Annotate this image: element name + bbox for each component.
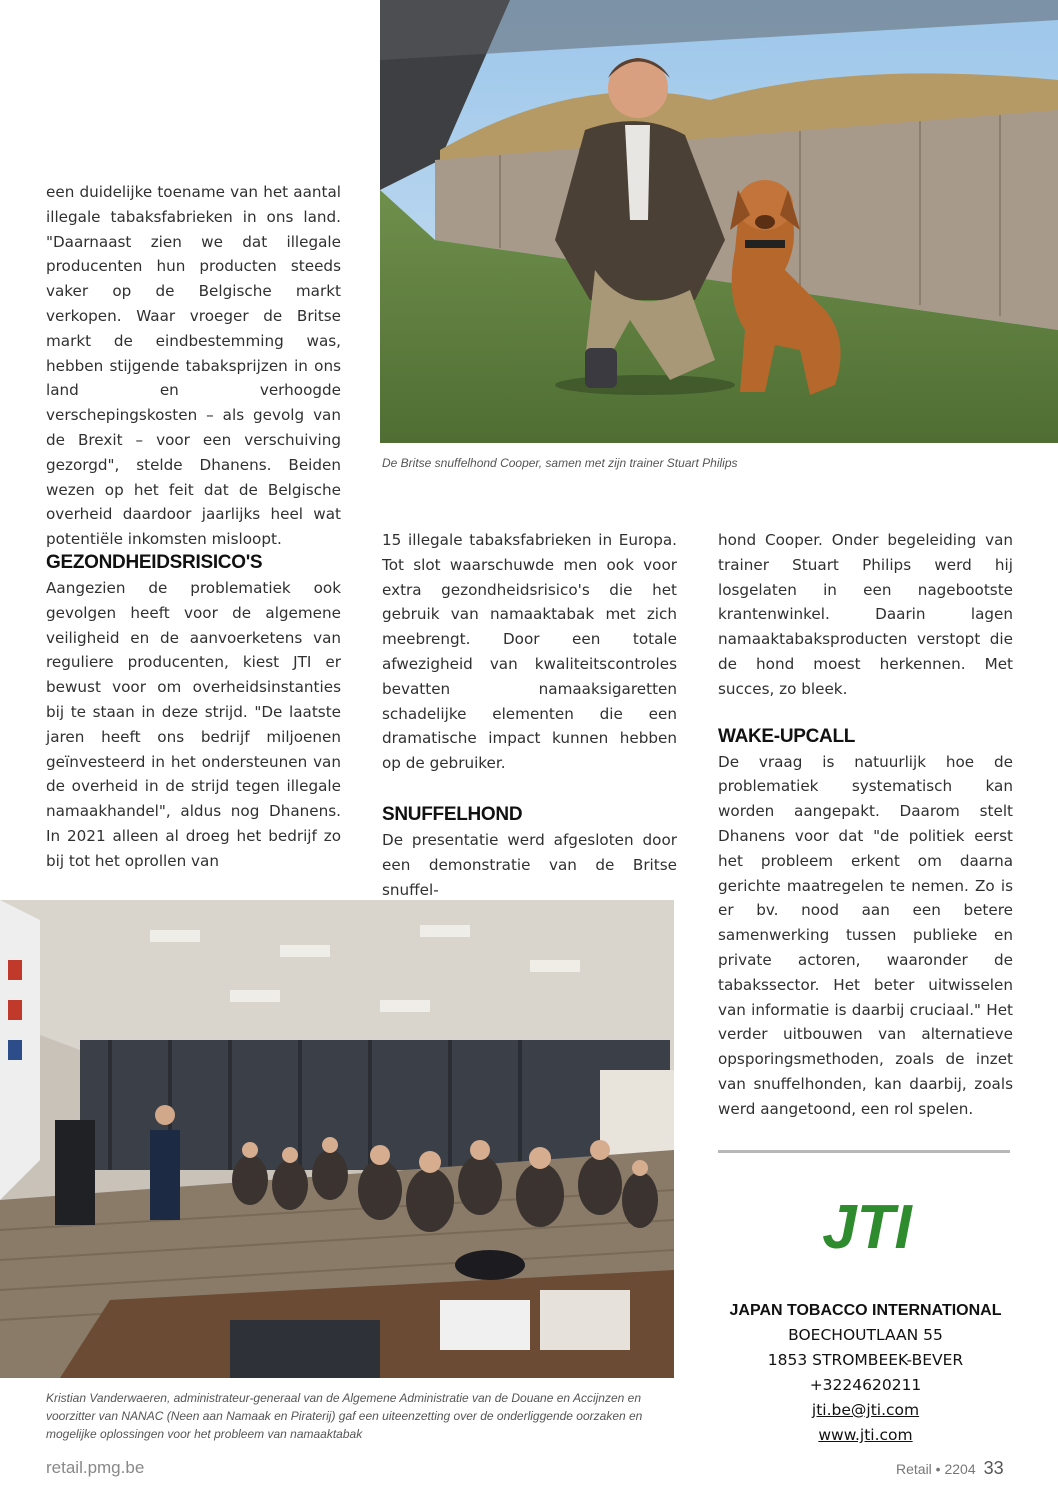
- section-wake-paragraph: De vraag is natuurlijk hoe de problematiek systematisch kan worden aangepakt. Daarom stelt Dhanens voor dat "de politiek eerst het probleem erkent om daarna gerichte maatregelen te nemen. Zo is er bv. nood aan een betere samenwerking tussen publieke en private actoren, waaronder de tabakssector. Het beter uitwisselen van informatie is daarbij cruciaal." Het verder uitbouwen van alternatieve opsporingsmethoden, zoals de inzet van snuffelhonden, kan daarbij, zoals werd aangetoond, een rol spelen.: [718, 752, 1013, 1118]
- section-heading-health: GEZONDHEIDSRISICO'S: [46, 552, 263, 573]
- column-2: [382, 528, 677, 902]
- column-2-paragraph: 15 illegale tabaksfabrieken in Europa. Tot slot waarschuwde men ook voor extra gezondheidsrisico's die het gebruik van namaaktabak met zich meebrengt. Door een totale afwezigheid van kwaliteitscontroles bevatten namaaksigaretten schadelijke elementen die een dramatische impact kunnen hebben op de gebruiker.: [382, 531, 677, 773]
- section-heading-wake: WAKE-UPCALL: [718, 725, 856, 747]
- sponsor-divider: [718, 1150, 1010, 1153]
- photo-dog-trainer-image: [380, 0, 1058, 443]
- photo-conference-caption: Kristian Vanderwaeren, administrateur-generaal van de Algemene Administratie van de Douane en Accijnzen en voorzitter van NANAC (Neen aan Namaak en Piraterij) gaf een uiteenzetting over de onderliggende oorzaken en mogelijke oplossingen voor het probleem van namaaktabak: [46, 1391, 643, 1441]
- jti-logo: [812, 1192, 922, 1262]
- photo-dog-trainer: [380, 0, 1058, 443]
- footer-page-info: [896, 1458, 1004, 1479]
- section-health-paragraph: Aangezien de problematiek ook gevolgen heeft voor de algemene veiligheid en de aanvoerketens van reguliere producenten, kiest JTI er bewust voor om overheidsinstanties bij te staan in deze strijd. "De laatste jaren heeft ons bedrijf miljoenen geïnvesteerd in het ondersteunen van de overheid in de strijd tegen illegale namaakhandel", aldus nog Dhanens. In 2021 alleen al droeg het bedrijf zo bij tot het oprollen van: [46, 579, 341, 870]
- sponsor-street: BOECHOUTLAAN 55: [788, 1326, 943, 1344]
- sponsor-phone: +3224620211: [809, 1376, 922, 1394]
- photo-conference: [0, 900, 674, 1378]
- column-3-paragraph: hond Cooper. Onder begeleiding van trainer Stuart Philips werd hij losgelaten in een nagebootste krantenwinkel. Daarin lagen namaaktabaksproducten verstopt die de hond moest herkennen. Met succes, zo bleek.: [718, 531, 1013, 698]
- section-heading-dog: SNUFFELHOND: [382, 803, 523, 825]
- sponsor-address: [718, 1298, 1013, 1448]
- photo-conference-image: [0, 900, 674, 1378]
- footer-magazine: Retail • 2204: [896, 1461, 976, 1477]
- page-number: 33: [983, 1458, 1004, 1478]
- sponsor-city: 1853 STROMBEEK-BEVER: [767, 1351, 964, 1369]
- section-health: [46, 550, 341, 874]
- footer-site-link[interactable]: retail.pmg.be: [46, 1458, 145, 1477]
- photo-dog-caption: De Britse snuffelhond Cooper, samen met zijn trainer Stuart Philips: [382, 456, 738, 470]
- section-dog-paragraph: De presentatie werd afgesloten door een demonstratie van de Britse snuffel-: [382, 830, 677, 899]
- column-1-top: [46, 180, 341, 552]
- column-1-paragraph: een duidelijke toename van het aantal illegale tabaksfabrieken in ons land. "Daarnaast zien we dat illegale producenten hun producten steeds vaker op de Belgische markt verkopen. Waar vroeger de Britse markt de eindbestemming was, hebben stijgende tabaksprijzen in ons land en verhoogde verschepingskosten – als gevolg van de Brexit – voor een verschuiving gezorgd", stelde Dhanens. Beiden wezen op het feit dat de Belgische overheid daardoor jaarlijks heel wat potentiële inkomsten misloopt.: [46, 183, 341, 549]
- sponsor-website-link[interactable]: www.jti.com: [818, 1426, 913, 1444]
- sponsor-company: JAPAN TOBACCO INTERNATIONAL: [729, 1302, 1002, 1319]
- sponsor-email-link[interactable]: jti.be@jti.com: [811, 1401, 920, 1419]
- jti-logo-text: JTI: [822, 1193, 912, 1262]
- column-3: [718, 528, 1013, 1122]
